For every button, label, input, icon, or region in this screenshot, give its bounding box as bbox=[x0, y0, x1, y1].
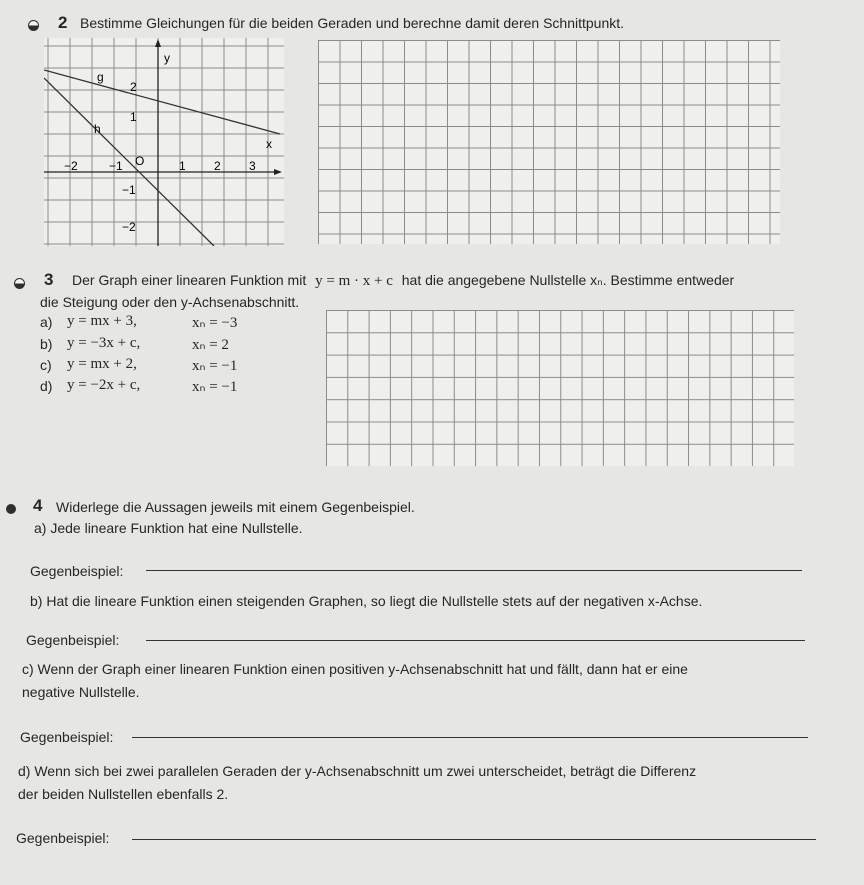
task4-gegenbeispiel-a-label: Gegenbeispiel: bbox=[30, 563, 124, 579]
task4-number: 4 bbox=[33, 496, 43, 515]
task3-item-c-zero: xₙ = −1 bbox=[192, 358, 238, 374]
task2-number: 2 bbox=[58, 13, 68, 32]
task4-text: Widerlege die Aussagen jeweils mit einem Gegenbeispiel. bbox=[56, 499, 415, 515]
task4-statement-c-line2: negative Nullstelle. bbox=[22, 684, 140, 700]
task4-statement-b: b) Hat die lineare Funktion einen steigenden Graphen, so liegt die Nullstelle stets auf der negativen x-Achse. bbox=[30, 593, 703, 609]
task4-answer-line-c[interactable] bbox=[132, 737, 808, 738]
task3-number: 3 bbox=[44, 270, 54, 289]
task3-text-line2: die Steigung oder den y-Achsenabschnitt. bbox=[40, 294, 300, 310]
task3-item-b-zero: xₙ = 2 bbox=[192, 337, 229, 353]
task2-answer-grid[interactable] bbox=[318, 40, 780, 244]
y-tick-label: −2 bbox=[122, 220, 136, 234]
task4-statement-d-line1: d) Wenn sich bei zwei parallelen Geraden der y-Achsenabschnitt um zwei unterscheidet, beträgt die Differenz bbox=[18, 763, 697, 779]
task3-text bbox=[72, 272, 734, 290]
task4-gegenbeispiel-c-label: Gegenbeispiel: bbox=[20, 729, 114, 745]
task4-statement-a: a) Jede lineare Funktion hat eine Nullstelle. bbox=[34, 520, 303, 536]
task4-gegenbeispiel-b-label: Gegenbeispiel: bbox=[26, 632, 120, 648]
x-tick-label: 3 bbox=[249, 159, 256, 173]
task3-item-c-label: c) bbox=[40, 357, 52, 373]
y-axis-label: y bbox=[164, 51, 170, 65]
task3-bullet bbox=[14, 278, 25, 289]
task4-statement-c-line1: c) Wenn der Graph einer linearen Funktion einen positiven y-Achsenabschnitt hat und fällt, dann hat er eine bbox=[22, 661, 688, 677]
y-tick-label: −1 bbox=[122, 183, 136, 197]
task3-item-c-equation: y = mx + 2, bbox=[67, 356, 137, 372]
task3-answer-grid[interactable] bbox=[326, 310, 794, 466]
y-tick-label: 2 bbox=[130, 80, 137, 94]
y-tick-label: 1 bbox=[130, 110, 137, 124]
task4-statement-d-line2: der beiden Nullstellen ebenfalls 2. bbox=[18, 786, 229, 802]
origin-label: O bbox=[135, 154, 145, 168]
task3-text-start: Der Graph einer linearen Funktion mit bbox=[72, 272, 307, 288]
task3-text-end: hat die angegebene Nullstelle xₙ. Bestimme entweder bbox=[401, 272, 735, 288]
task3-item-a-zero: xₙ = −3 bbox=[192, 315, 238, 331]
x-tick-label: 2 bbox=[214, 159, 221, 173]
task4-answer-line-b[interactable] bbox=[146, 640, 805, 641]
task4-answer-line-d[interactable] bbox=[132, 839, 816, 840]
task3-item-a-equation: y = mx + 3, bbox=[67, 313, 137, 329]
task2-bullet bbox=[28, 20, 39, 31]
x-axis-label: x bbox=[266, 137, 272, 151]
task2-text: Bestimme Gleichungen für die beiden Geraden und berechne damit deren Schnittpunkt. bbox=[80, 15, 625, 31]
task3-item-a-label: a) bbox=[40, 314, 53, 330]
task3-item-d-zero: xₙ = −1 bbox=[192, 379, 238, 395]
task3-item-b-equation: y = −3x + c, bbox=[67, 335, 141, 351]
task4-answer-line-a[interactable] bbox=[146, 570, 802, 571]
x-tick-label: 1 bbox=[179, 159, 186, 173]
task4-gegenbeispiel-d-label: Gegenbeispiel: bbox=[16, 830, 110, 846]
task3-item-d-label: d) bbox=[40, 378, 53, 394]
task3-formula: y = m · x + c bbox=[315, 273, 393, 289]
task2-coordinate-graph bbox=[44, 38, 284, 246]
x-tick-label: −1 bbox=[109, 159, 123, 173]
line-h-label: h bbox=[94, 122, 101, 136]
x-tick-label: −2 bbox=[64, 159, 78, 173]
task3-item-b-label: b) bbox=[40, 336, 53, 352]
task3-item-d-equation: y = −2x + c, bbox=[67, 377, 141, 393]
line-g-label: g bbox=[97, 70, 104, 84]
task4-bullet bbox=[6, 504, 16, 514]
